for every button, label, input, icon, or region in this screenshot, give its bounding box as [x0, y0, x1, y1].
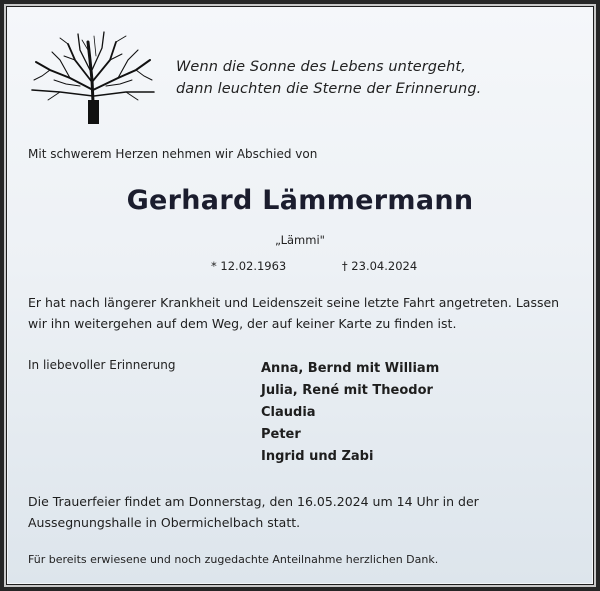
thanks-text: Für bereits erwiesene und noch zugedachte Anteilnahme herzlichen Dank. [28, 553, 439, 566]
mourner: Peter [261, 427, 301, 442]
life-dates [211, 259, 417, 273]
quote-line-1: Wenn die Sonne des Lebens untergeht, [176, 59, 466, 75]
mourner: Ingrid und Zabi [261, 449, 374, 464]
memory-label: In liebevoller Erinnerung [28, 358, 176, 372]
quote-line-2: dann leuchten die Sterne der Erinnerung. [176, 81, 482, 97]
bare-tree-icon [30, 30, 156, 126]
nickname: „Lämmi" [275, 233, 325, 247]
mourner: Anna, Bernd mit William [261, 361, 440, 376]
quote [176, 56, 481, 100]
mourner: Claudia [261, 405, 316, 420]
farewell-paragraph: Er hat nach längerer Krankheit und Leidenszeit seine letzte Fahrt angetreten. Lassen wir ihn weitergehen auf dem Weg, der auf keiner Karte zu finden ist. [28, 295, 560, 331]
obituary-card [7, 7, 593, 584]
mourner: Julia, René mit Theodor [261, 383, 433, 398]
frame-inner-border [4, 4, 596, 587]
service-info: Die Trauerfeier findet am Donnerstag, den 16.05.2024 um 14 Uhr in der Aussegnungshalle in Obermichelbach statt. [28, 494, 479, 530]
mourners-list [261, 358, 439, 468]
deceased-name: Gerhard Lämmermann [126, 185, 474, 216]
death-date: † 23.04.2024 [341, 259, 418, 273]
intro-text: Mit schwerem Herzen nehmen wir Abschied von [28, 147, 318, 161]
birth-date: * 12.02.1963 [211, 259, 287, 273]
